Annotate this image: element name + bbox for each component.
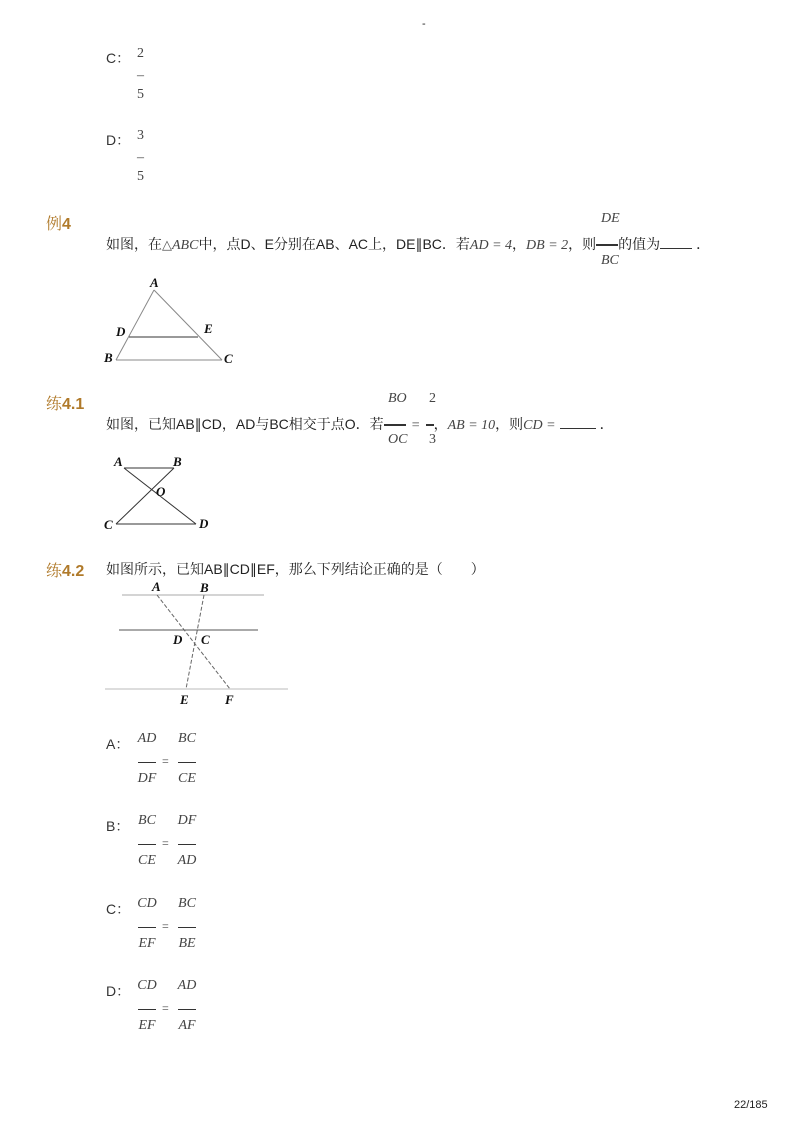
point-e-label: E: [204, 321, 213, 336]
hourglass-figure: [100, 450, 230, 540]
fraction-numerator: BC: [138, 813, 156, 828]
equals-sign: =: [162, 919, 169, 933]
fraction-denominator: CE: [138, 853, 156, 868]
fraction-bar: –: [137, 150, 144, 165]
fraction-denominator: 5: [137, 87, 144, 102]
fraction-denominator: DF: [137, 771, 157, 786]
fraction-denominator: BC: [601, 253, 619, 268]
fraction-numerator: 3: [137, 128, 144, 143]
fraction-numerator: 2: [137, 46, 144, 61]
triangle-figure: [100, 270, 250, 370]
fraction-numerator: DF: [177, 813, 197, 828]
fraction-denominator: EF: [138, 936, 156, 951]
point-a-label: A: [114, 454, 123, 469]
point-d-label: D: [173, 632, 183, 647]
equals-sign: =: [162, 836, 169, 850]
question-text: 如图所示，已知AB∥CD∥EF，那么下列结论正确的是（ ）: [106, 561, 485, 577]
option-label: A：: [106, 736, 130, 752]
option-label: C：: [106, 50, 131, 66]
equals-sign: =: [162, 754, 169, 768]
fraction-denominator: EF: [138, 1018, 156, 1033]
fraction-denominator: 5: [137, 169, 144, 184]
option-label: C：: [106, 901, 131, 917]
fraction-numerator: AD: [177, 978, 197, 993]
point-b-label: B: [104, 350, 113, 365]
fraction-numerator: BO: [388, 391, 407, 406]
parallel-lines-figure: [100, 578, 300, 710]
point-c-label: C: [104, 517, 113, 532]
fraction-numerator: BC: [178, 731, 196, 746]
point-d-label: D: [199, 516, 209, 531]
option-label: B：: [106, 818, 130, 834]
point-a-label: A: [150, 275, 159, 290]
fraction-denominator: OC: [388, 432, 408, 447]
point-f-label: F: [225, 692, 234, 707]
point-a-label: A: [152, 579, 161, 594]
fraction-denominator: CE: [178, 771, 196, 786]
page-number: 22/185: [734, 1099, 768, 1111]
point-c-label: C: [201, 632, 210, 647]
point-o-label: O: [156, 484, 166, 499]
question-text: 如图，在△ABC中，点D、E分别在AB、AC上，DE∥BC．若AD = 4，DB = 2，则 的值为 ．: [106, 236, 711, 253]
fraction-denominator: AD: [177, 853, 197, 868]
fraction-denominator: 3: [429, 432, 436, 447]
point-c-label: C: [224, 351, 233, 366]
practice-tag: 练4.1: [46, 396, 85, 413]
option-label: D：: [106, 132, 131, 148]
fraction-numerator: CD: [137, 896, 157, 911]
fraction-numerator: 2: [429, 391, 436, 406]
example-tag: 例4: [46, 216, 71, 233]
fraction-bar: –: [137, 68, 144, 83]
header-mark: -: [422, 18, 426, 30]
point-d-label: D: [116, 324, 126, 339]
fraction-numerator: DE: [601, 211, 620, 226]
fraction-numerator: AD: [137, 731, 157, 746]
option-label: D：: [106, 983, 131, 999]
question-text: 如图，已知AB∥CD，AD与BC相交于点O．若 = ，AB = 10，则CD = ．: [106, 416, 614, 433]
fraction-denominator: AF: [178, 1018, 196, 1033]
point-e-label: E: [180, 692, 189, 707]
fraction-denominator: BE: [178, 936, 196, 951]
fraction-numerator: BC: [178, 896, 196, 911]
fraction-numerator: CD: [137, 978, 157, 993]
point-b-label: B: [173, 454, 182, 469]
practice-tag: 练4.2: [46, 563, 85, 580]
equals-sign: =: [162, 1001, 169, 1015]
point-b-label: B: [200, 580, 209, 595]
